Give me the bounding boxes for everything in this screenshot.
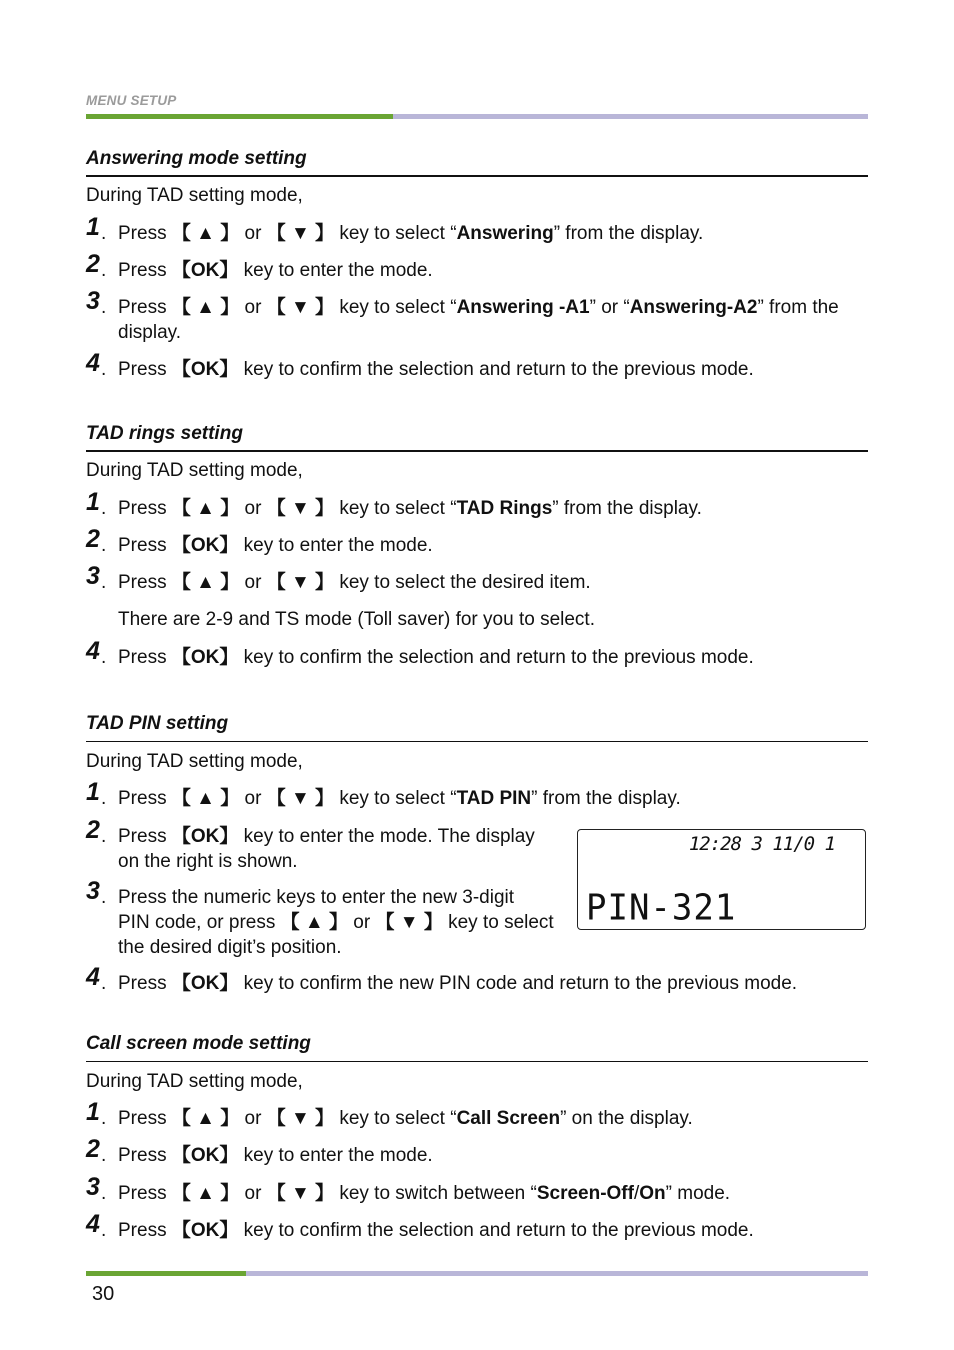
section-rule [86,741,868,742]
footer-rule [86,1271,868,1276]
step-number: 4 [86,1210,100,1238]
step-number: 2 [86,250,100,278]
step-number: 4 [86,637,100,665]
down-key-icon: 【 ▼ 】 [375,912,443,933]
section-title-answering: Answering mode setting [86,148,307,169]
step-number: 2 [86,1135,100,1163]
down-key-icon: 【 ▼ 】 [266,498,335,519]
step-number: 2 [86,816,100,844]
step-number: 4 [86,349,100,377]
section-title-tad-pin: TAD PIN setting [86,713,229,734]
step-note: There are 2-9 and TS mode (Toll saver) for you to select. [118,609,595,630]
up-key-icon: 【 ▲ 】 [171,498,240,519]
step-number: 3 [86,562,100,590]
step-number: 3 [86,877,100,905]
step-number: 3 [86,287,100,315]
section-rule [86,450,868,452]
running-head: MENU SETUP [86,93,177,108]
section-title-tad-rings: TAD rings setting [86,423,243,444]
ok-key-icon: 【OK】 [171,359,239,380]
step-number: 1 [86,488,100,516]
step-number: 1 [86,213,100,241]
up-key-icon: 【 ▲ 】 [171,1183,240,1204]
down-key-icon: 【 ▼ 】 [266,1183,335,1204]
intro-text: During TAD setting mode, [86,185,303,206]
ok-key-icon: 【OK】 [171,647,239,668]
ok-key-icon: 【OK】 [171,1145,239,1166]
section-rule [86,175,868,177]
header-rule [86,114,868,119]
down-key-icon: 【 ▼ 】 [266,572,335,593]
ok-key-icon: 【OK】 [171,260,239,281]
lcd-main-text: PIN-321 [586,887,737,929]
intro-text: During TAD setting mode, [86,460,303,481]
step-number: 4 [86,963,100,991]
up-key-icon: 【 ▲ 】 [171,1108,240,1129]
intro-text: During TAD setting mode, [86,751,303,772]
down-key-icon: 【 ▼ 】 [266,297,335,318]
down-key-icon: 【 ▼ 】 [266,788,335,809]
up-key-icon: 【 ▲ 】 [280,912,348,933]
up-key-icon: 【 ▲ 】 [171,572,240,593]
down-key-icon: 【 ▼ 】 [266,1108,335,1129]
section-rule [86,1061,868,1062]
step-number: 3 [86,1173,100,1201]
step-number: 1 [86,1098,100,1126]
section-title-call-screen: Call screen mode setting [86,1033,311,1054]
step-number: 1 [86,778,100,806]
page-number: 30 [92,1283,115,1305]
ok-key-icon: 【OK】 [171,1220,239,1241]
up-key-icon: 【 ▲ 】 [171,297,240,318]
lcd-display [577,829,866,930]
ok-key-icon: 【OK】 [171,973,239,994]
ok-key-icon: 【OK】 [171,826,239,847]
lcd-status-line: 12:28 3 11/0 1 [688,833,835,855]
up-key-icon: 【 ▲ 】 [171,223,240,244]
down-key-icon: 【 ▼ 】 [266,223,335,244]
ok-key-icon: 【OK】 [171,535,239,556]
step-number: 2 [86,525,100,553]
up-key-icon: 【 ▲ 】 [171,788,240,809]
intro-text: During TAD setting mode, [86,1071,303,1092]
